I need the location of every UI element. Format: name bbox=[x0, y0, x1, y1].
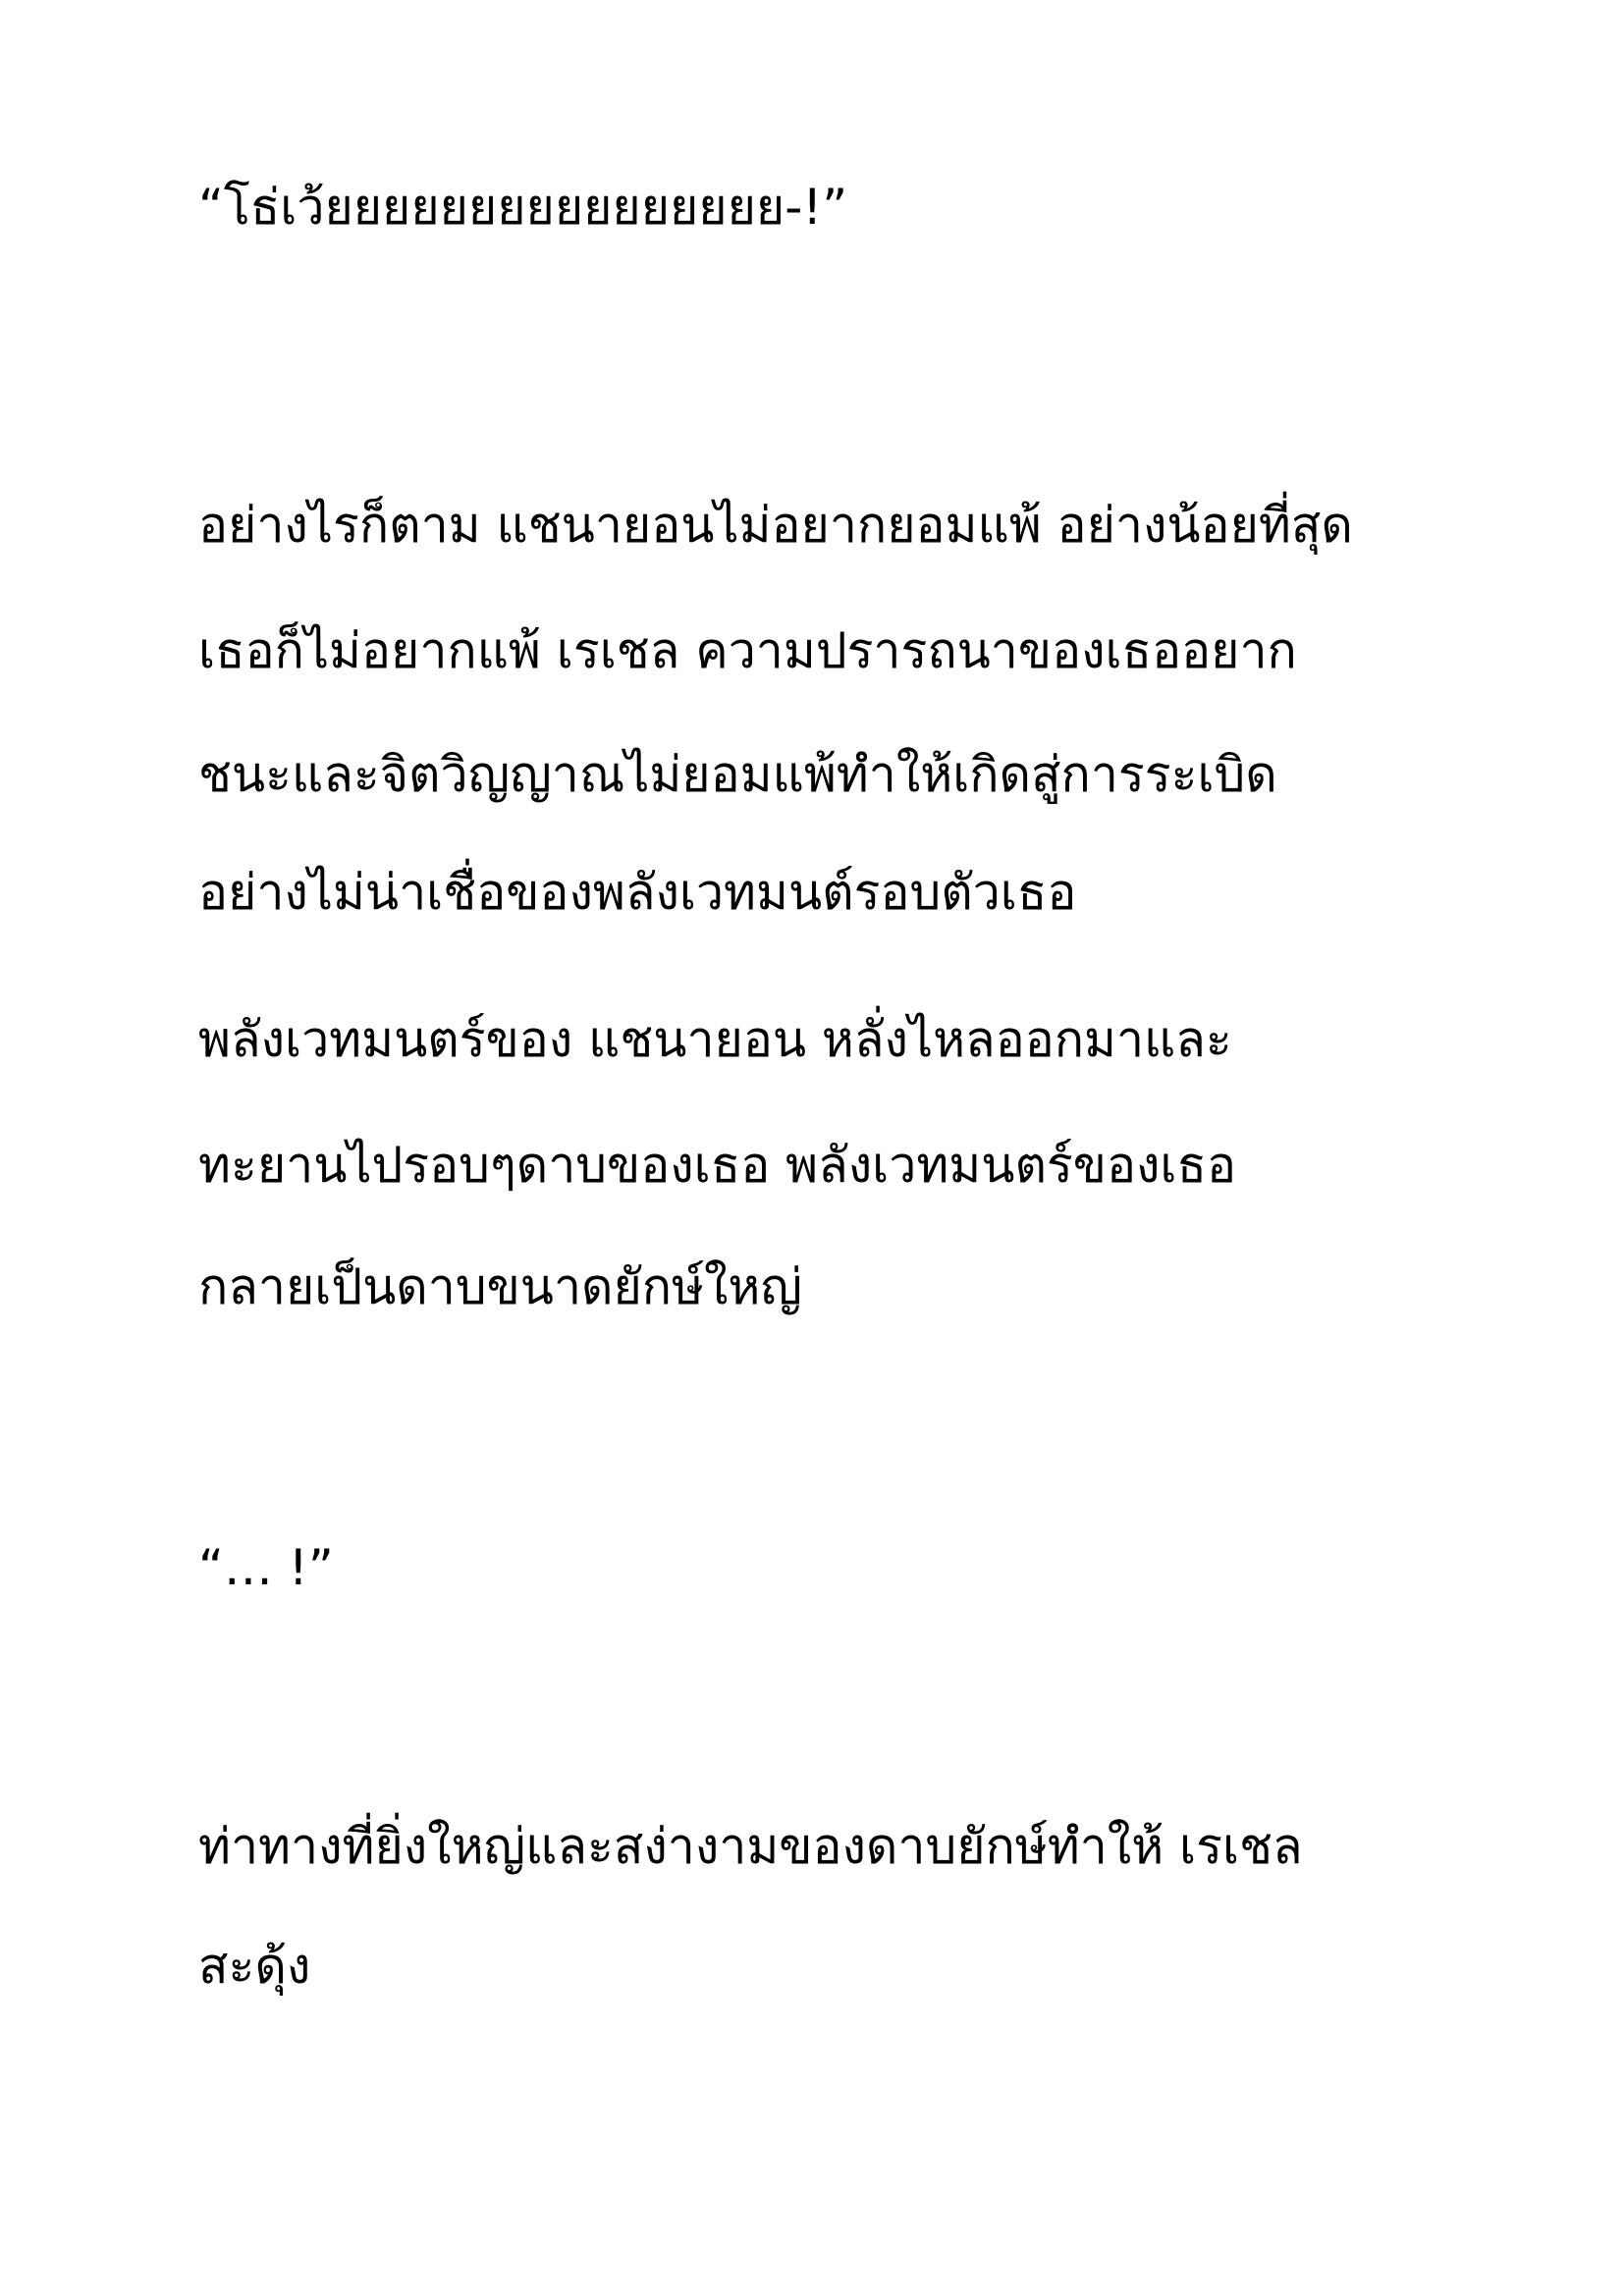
dialogue-line: “… !” bbox=[198, 1539, 334, 1596]
paragraph-line: ท่าทางที่ยิ่งใหญ่และสง่างามของดาบยักษ์ทำให้ เรเชล bbox=[198, 1818, 1303, 1875]
dialogue-line: “โธ่เว้ยยยยยยยยยยยยยยยย-!” bbox=[198, 179, 848, 236]
paragraph-line: สะดุ้ง bbox=[198, 1938, 311, 1995]
paragraph-line: ชนะและจิตวิญญาณไม่ยอมแพ้ทำให้เกิดสู่การระเบิด bbox=[198, 746, 1277, 803]
paragraph-line: อย่างไรก็ตาม แชนายอนไม่อยากยอมแพ้ อย่างน้อยที่สุด bbox=[198, 497, 1353, 554]
paragraph-line: ทะยานไปรอบๆดาบของเธอ พลังเวทมนตร์ของเธอ bbox=[198, 1137, 1237, 1194]
paragraph-line: พลังเวทมนตร์ของ แชนายอน หลั่งไหลออกมาและ bbox=[198, 1011, 1232, 1068]
paragraph-line: กลายเป็นดาบขนาดยักษ์ใหญ่ bbox=[198, 1258, 802, 1315]
paragraph-line: เธอก็ไม่อยากแพ้ เรเชล ความปรารถนาของเธออยาก bbox=[198, 622, 1297, 679]
paragraph-line: อย่างไม่น่าเชื่อของพลังเวทมนต์รอบตัวเธอ bbox=[198, 864, 1077, 921]
